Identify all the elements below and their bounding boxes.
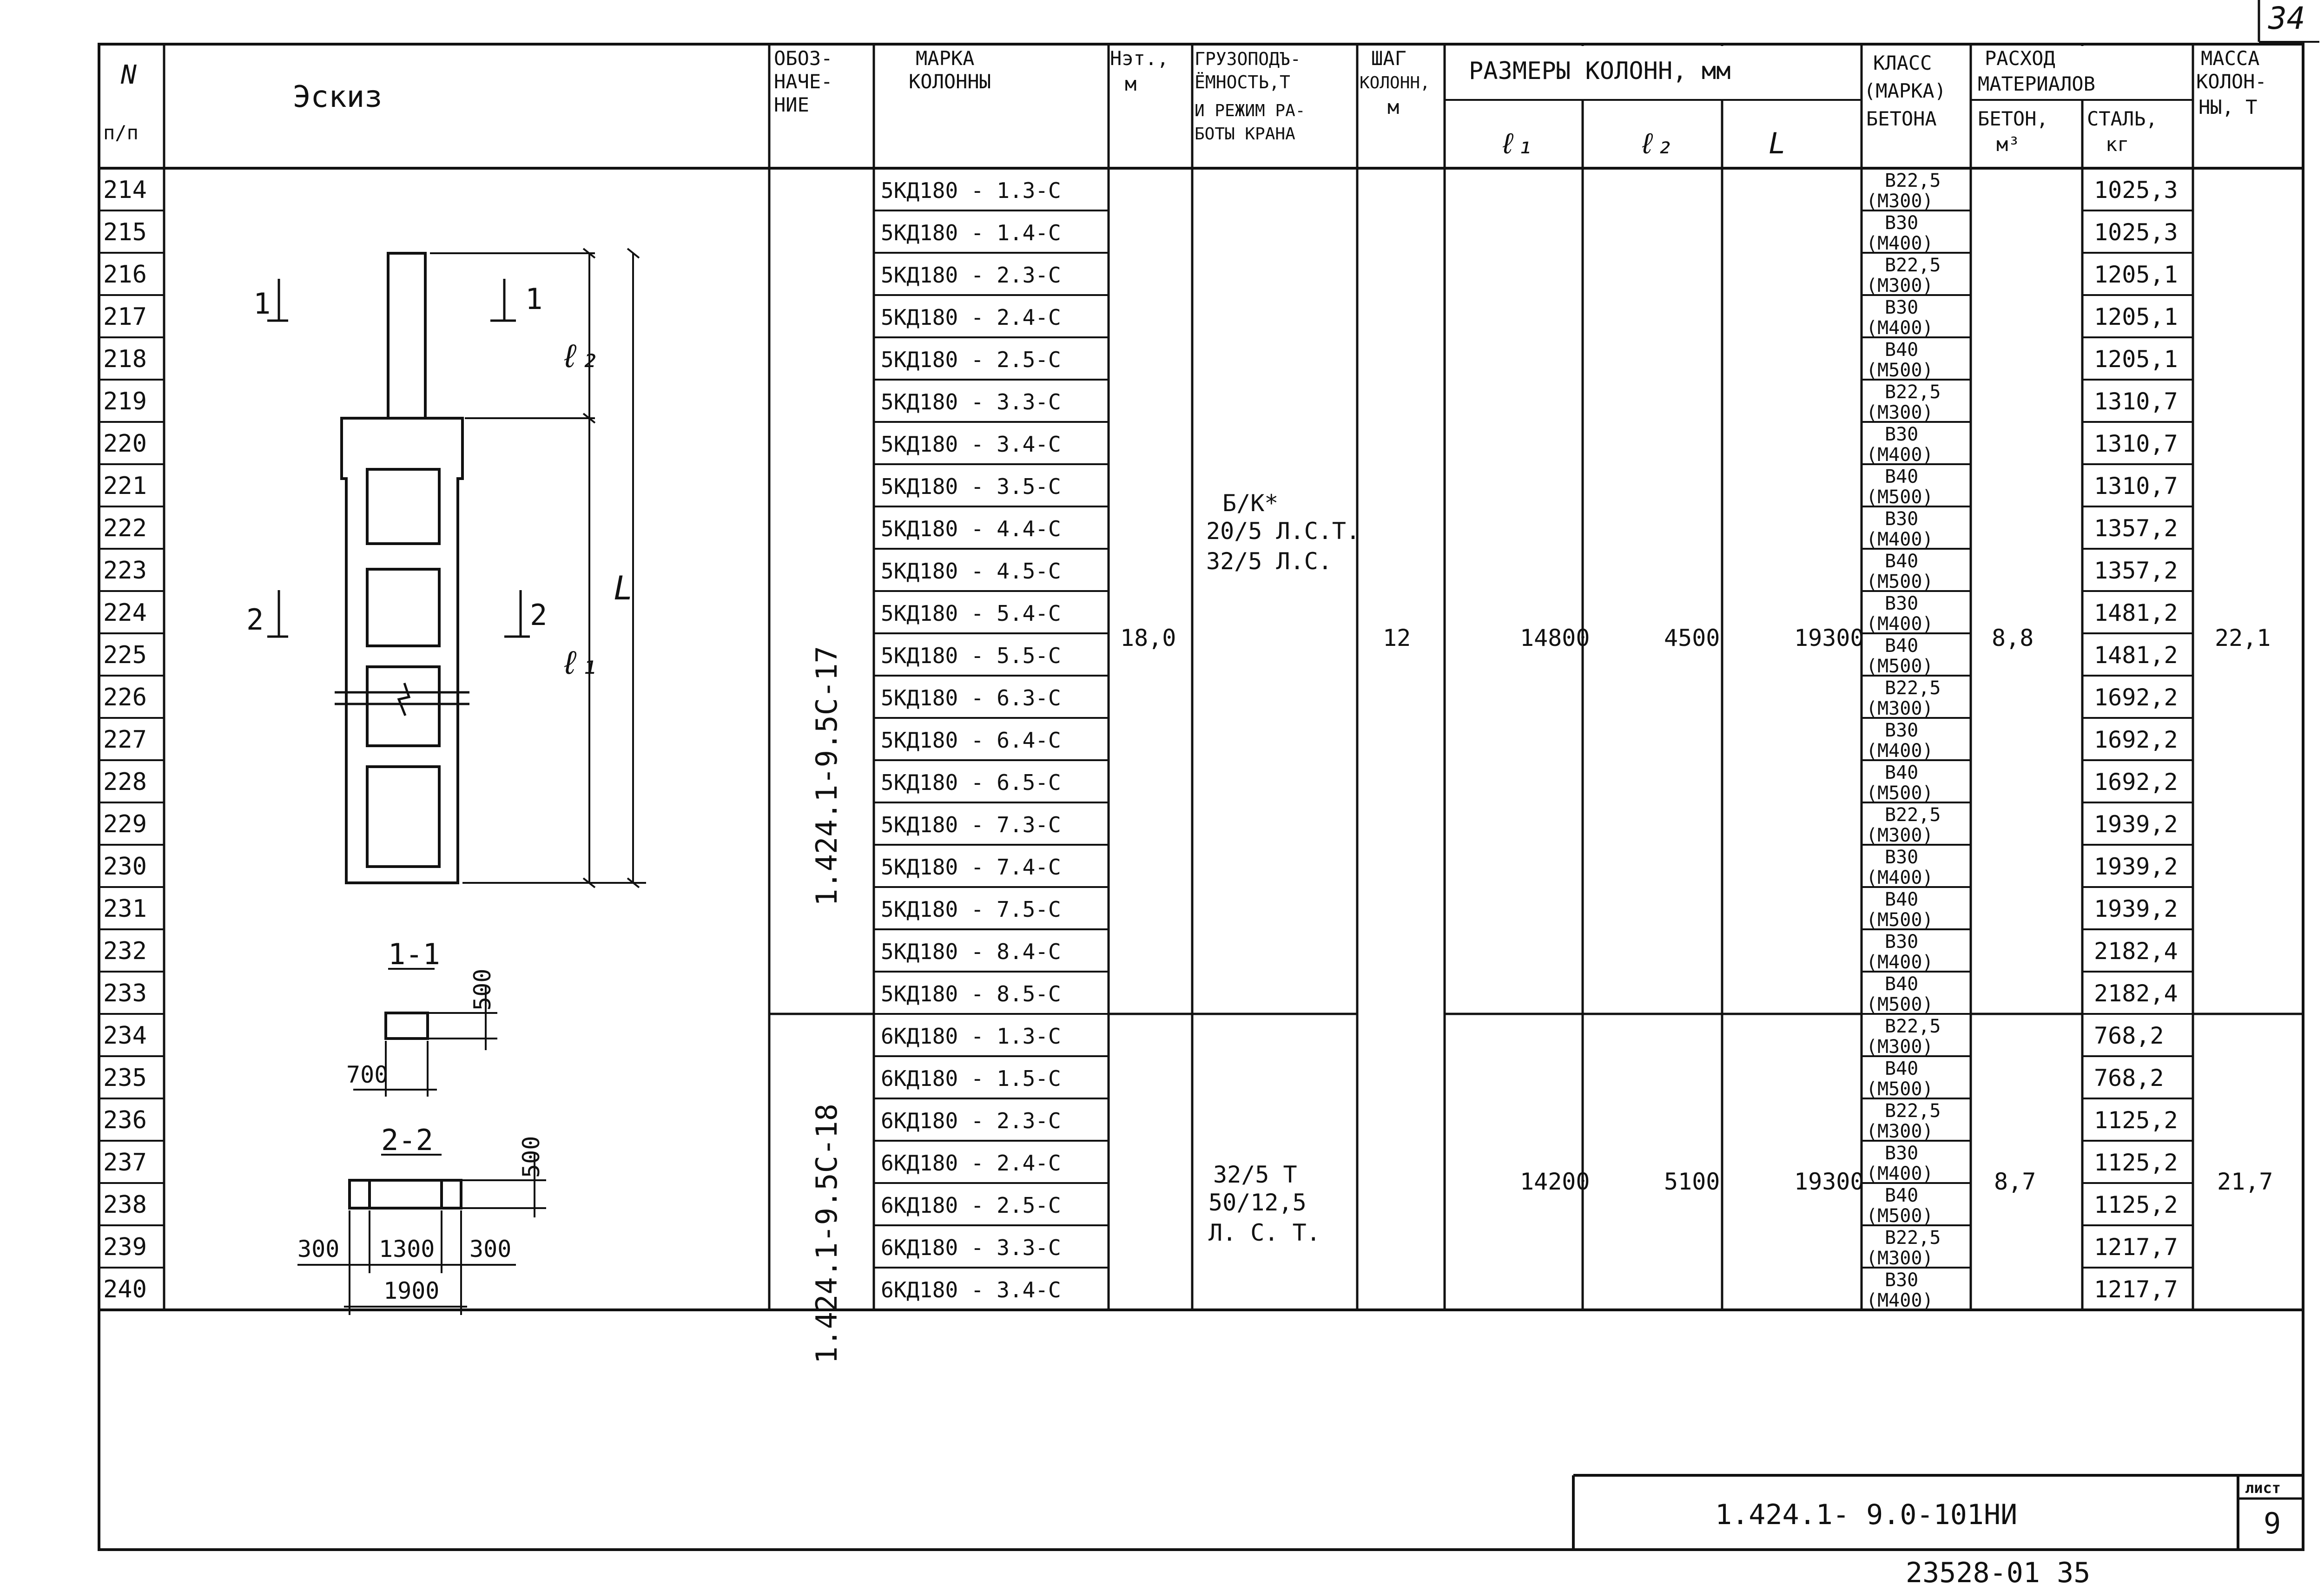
- column-mark: 5КД180 - 4.5-С: [881, 559, 1061, 584]
- group-2-concrete: 8,7: [1994, 1168, 2036, 1195]
- section1-height: 500: [469, 968, 496, 1011]
- steel-consumption: 2182,4: [2094, 938, 2178, 965]
- table-row: [103, 889, 2178, 931]
- concrete-grade: (М400): [1866, 444, 1934, 466]
- row-number: 220: [103, 430, 147, 458]
- concrete-class: В40: [1885, 339, 1919, 361]
- group-1-crane-2: 20/5 Л.С.Т.: [1206, 518, 1360, 545]
- column-mark: 5КД180 - 3.5-С: [881, 474, 1061, 499]
- header-mark-1: МАРКА: [916, 47, 975, 70]
- group-2-crane-1: 32/5 Т: [1213, 1161, 1297, 1188]
- row-number: 219: [103, 388, 147, 415]
- header-sketch: Эскиз: [293, 80, 383, 114]
- concrete-class: В30: [1885, 1269, 1919, 1291]
- steel-consumption: 1217,7: [2094, 1276, 2178, 1303]
- steel-consumption: 768,2: [2094, 1065, 2164, 1091]
- concrete-class: В40: [1885, 1058, 1919, 1079]
- row-number: 236: [103, 1106, 147, 1134]
- header-height-2: м: [1125, 72, 1137, 95]
- section1-mark-right: 1: [525, 282, 543, 316]
- concrete-grade: (М400): [1866, 529, 1934, 550]
- steel-consumption: 1025,3: [2094, 219, 2178, 246]
- column-mark: 5КД180 - 8.4-С: [881, 939, 1061, 964]
- header-concrete-vol-2: м³: [1996, 133, 2020, 156]
- concrete-class: В30: [1885, 1143, 1919, 1164]
- concrete-grade: (М300): [1866, 825, 1934, 846]
- concrete-grade: (М300): [1866, 191, 1934, 212]
- column-mark: 5КД180 - 5.5-С: [881, 643, 1061, 668]
- group-2-l1: 14200: [1520, 1168, 1590, 1195]
- footer-archive-code: 23528-01 35: [1906, 1557, 2091, 1589]
- column-mark: 6КД180 - 1.3-С: [881, 1024, 1061, 1049]
- section1-width: 700: [346, 1061, 389, 1088]
- section1-mark-left: 1: [253, 287, 271, 321]
- concrete-class: В22,5: [1885, 381, 1941, 403]
- sketch-dim-L: L: [614, 569, 634, 607]
- group-1-height: 18,0: [1120, 625, 1176, 651]
- concrete-grade: (М500): [1866, 656, 1934, 677]
- concrete-class: В22,5: [1885, 677, 1941, 699]
- table-row: [103, 424, 2178, 466]
- concrete-class: В40: [1885, 466, 1919, 487]
- header-crane-2: ЁМНОСТЬ,Т: [1195, 72, 1290, 92]
- stamp-sheet-label: лист: [2245, 1479, 2281, 1497]
- row-number: 223: [103, 557, 147, 585]
- section2-mark-left: 2: [246, 603, 264, 637]
- section2-d1: 300: [297, 1236, 340, 1262]
- table-header: [103, 47, 2267, 160]
- concrete-grade: (М400): [1866, 740, 1934, 762]
- table-row: [103, 762, 2178, 804]
- section2-title: 2-2: [381, 1123, 433, 1157]
- steel-consumption: 1205,1: [2094, 261, 2178, 288]
- row-number: 216: [103, 261, 147, 289]
- stamp-code: 1.424.1- 9.0-101НИ: [1715, 1499, 2018, 1531]
- column-mark: 5КД180 - 2.3-С: [881, 263, 1061, 288]
- concrete-grade: (М400): [1866, 317, 1934, 339]
- header-concrete-vol-1: БЕТОН,: [1978, 107, 2048, 130]
- row-number: 214: [103, 176, 147, 204]
- group-1-step: 12: [1383, 625, 1411, 651]
- group-2-mass: 21,7: [2217, 1168, 2273, 1195]
- steel-consumption: 1025,3: [2094, 177, 2178, 204]
- header-l1: ℓ₁: [1499, 126, 1534, 160]
- header-materials-1: РАСХОД: [1985, 47, 2055, 70]
- group-1-concrete: 8,8: [1992, 625, 2034, 651]
- section2-total: 1900: [383, 1277, 440, 1304]
- header-step-2: КОЛОНН,: [1360, 73, 1430, 92]
- column-mark: 6КД180 - 1.5-С: [881, 1066, 1061, 1091]
- header-crane-3: И РЕЖИМ РА-: [1195, 101, 1306, 120]
- row-number: 240: [103, 1275, 147, 1303]
- concrete-grade: (М500): [1866, 994, 1934, 1015]
- header-mass-3: НЫ, Т: [2199, 96, 2258, 118]
- table-grid: [99, 44, 2303, 1310]
- group-1-mass: 22,1: [2215, 625, 2271, 651]
- concrete-class: В30: [1885, 212, 1919, 234]
- concrete-grade: (М400): [1866, 233, 1934, 254]
- concrete-class: В30: [1885, 720, 1919, 741]
- row-number: 230: [103, 853, 147, 881]
- concrete-class: В30: [1885, 847, 1919, 868]
- concrete-class: В22,5: [1885, 1016, 1941, 1037]
- row-number: 225: [103, 641, 147, 669]
- row-number: 226: [103, 684, 147, 711]
- steel-consumption: 1310,7: [2094, 430, 2178, 457]
- header-class-2: (МАРКА): [1864, 79, 1947, 102]
- group-1-crane-1: Б/К*: [1222, 490, 1279, 517]
- table-row: [103, 170, 2178, 212]
- header-height-1: Нэт.,: [1110, 47, 1169, 70]
- steel-consumption: 1125,2: [2094, 1191, 2178, 1218]
- column-mark: 5КД180 - 1.4-С: [881, 220, 1061, 245]
- column-mark: 6КД180 - 2.3-С: [881, 1108, 1061, 1133]
- concrete-grade: (М300): [1866, 1121, 1934, 1142]
- steel-consumption: 1692,2: [2094, 684, 2178, 711]
- steel-consumption: 1310,7: [2094, 473, 2178, 500]
- table-row: [103, 973, 2178, 1015]
- steel-consumption: 1692,2: [2094, 769, 2178, 796]
- table-row: [103, 1016, 2164, 1058]
- concrete-grade: (М300): [1866, 402, 1934, 423]
- row-number: 227: [103, 726, 147, 754]
- table-row: [103, 1058, 2164, 1100]
- row-number: 235: [103, 1064, 147, 1092]
- steel-consumption: 1205,1: [2094, 303, 2178, 330]
- steel-consumption: 768,2: [2094, 1022, 2164, 1049]
- section2-height: 500: [518, 1136, 545, 1178]
- header-steel-1: СТАЛЬ,: [2087, 107, 2158, 130]
- header-mass-1: МАССА: [2201, 47, 2260, 70]
- header-designation-2: НАЧЕ-: [774, 70, 833, 93]
- column-mark: 5КД180 - 8.5-С: [881, 981, 1061, 1006]
- section1-title: 1-1: [388, 937, 440, 971]
- header-step-3: м: [1387, 96, 1400, 118]
- column-mark: 5КД180 - 6.3-С: [881, 685, 1061, 710]
- table-row: [103, 551, 2178, 592]
- header-designation-3: НИЕ: [774, 93, 809, 116]
- steel-consumption: 1205,1: [2094, 346, 2178, 373]
- header-L: L: [1769, 126, 1786, 160]
- table-row: [103, 255, 2178, 296]
- column-mark: 5КД180 - 2.5-С: [881, 347, 1061, 372]
- row-number: 238: [103, 1191, 147, 1219]
- group-1-l1: 14800: [1520, 625, 1590, 651]
- group-2-values: [810, 1104, 2273, 1364]
- row-number: 218: [103, 345, 147, 373]
- concrete-class: В30: [1885, 593, 1919, 614]
- sketch-dim-l1: ℓ₁: [560, 644, 600, 682]
- row-number: 215: [103, 218, 147, 246]
- sketch-dim-l2: ℓ₂: [560, 337, 600, 375]
- column-mark: 5КД180 - 2.4-С: [881, 305, 1061, 330]
- column-mark: 6КД180 - 2.5-С: [881, 1193, 1061, 1218]
- steel-consumption: 1939,2: [2094, 853, 2178, 880]
- column-mark: 6КД180 - 3.3-С: [881, 1235, 1061, 1260]
- column-mark: 6КД180 - 3.4-С: [881, 1277, 1061, 1302]
- row-number: 231: [103, 895, 147, 923]
- concrete-grade: (М500): [1866, 571, 1934, 592]
- concrete-grade: (М300): [1866, 1248, 1934, 1269]
- steel-consumption: 1217,7: [2094, 1234, 2178, 1261]
- column-mark: 5КД180 - 7.5-С: [881, 897, 1061, 922]
- row-number: 222: [103, 514, 147, 542]
- concrete-class: В22,5: [1885, 1100, 1941, 1122]
- concrete-class: В30: [1885, 297, 1919, 318]
- steel-consumption: 1481,2: [2094, 642, 2178, 669]
- concrete-class: В40: [1885, 551, 1919, 572]
- concrete-grade: (М400): [1866, 1290, 1934, 1311]
- concrete-grade: (М500): [1866, 1205, 1934, 1227]
- column-mark: 5КД180 - 7.3-С: [881, 812, 1061, 837]
- group-2-crane-3: Л. С. Т.: [1208, 1219, 1320, 1246]
- page-number: 34: [2268, 0, 2305, 36]
- header-num-1: N: [121, 60, 137, 90]
- concrete-class: В40: [1885, 1185, 1919, 1206]
- steel-consumption: 1310,7: [2094, 388, 2178, 415]
- column-mark: 5КД180 - 6.4-С: [881, 728, 1061, 753]
- table-row: [103, 212, 2178, 254]
- stamp-sheet-number: 9: [2264, 1506, 2281, 1540]
- concrete-class: В22,5: [1885, 255, 1941, 276]
- concrete-grade: (М400): [1866, 867, 1934, 888]
- header-crane-1: ГРУЗОПОДЪ-: [1195, 49, 1301, 69]
- group-2-designation: 1.424.1-9.5С-18: [810, 1104, 844, 1364]
- column-mark: 5КД180 - 6.5-С: [881, 770, 1061, 795]
- header-designation-1: ОБОЗ-: [774, 47, 833, 70]
- table-row: [103, 677, 2178, 719]
- steel-consumption: 1939,2: [2094, 895, 2178, 922]
- group-2-L: 19300: [1794, 1168, 1864, 1195]
- header-num-2: п/п: [103, 121, 139, 144]
- group-1-L: 19300: [1794, 625, 1864, 651]
- concrete-class: В22,5: [1885, 804, 1941, 826]
- header-sizes: РАЗМЕРЫ КОЛОНН, мм: [1469, 57, 1731, 85]
- concrete-grade: (М500): [1866, 1078, 1934, 1100]
- concrete-grade: (М500): [1866, 909, 1934, 931]
- concrete-class: В30: [1885, 424, 1919, 445]
- row-number: 229: [103, 810, 147, 838]
- header-mark-2: КОЛОННЫ: [909, 70, 991, 93]
- sheet-frame: [99, 44, 2303, 1550]
- steel-consumption: 1939,2: [2094, 811, 2178, 838]
- row-number: 221: [103, 472, 147, 500]
- column-mark: 5КД180 - 3.4-С: [881, 432, 1061, 457]
- concrete-grade: (М400): [1866, 1163, 1934, 1184]
- concrete-class: В22,5: [1885, 170, 1941, 191]
- group-2-l2: 5100: [1664, 1168, 1720, 1195]
- steel-consumption: 1357,2: [2094, 557, 2178, 584]
- header-class-3: БЕТОНА: [1866, 107, 1937, 130]
- column-sketch: [267, 249, 646, 1315]
- row-number: 234: [103, 1022, 147, 1050]
- row-number: 228: [103, 768, 147, 796]
- concrete-grade: (М500): [1866, 360, 1934, 381]
- concrete-grade: (М400): [1866, 952, 1934, 973]
- section2-mark-right: 2: [530, 598, 548, 632]
- header-steel-2: кг: [2106, 133, 2129, 156]
- table-row: [103, 339, 2178, 381]
- concrete-class: В30: [1885, 508, 1919, 530]
- concrete-grade: (М400): [1866, 613, 1934, 635]
- section2-d2: 1300: [379, 1236, 435, 1262]
- group-2-crane-2: 50/12,5: [1208, 1189, 1307, 1216]
- group-1-l2: 4500: [1664, 625, 1720, 651]
- steel-consumption: 1125,2: [2094, 1107, 2178, 1134]
- concrete-class: В22,5: [1885, 1227, 1941, 1249]
- concrete-class: В40: [1885, 635, 1919, 657]
- header-materials-2: МАТЕРИАЛОВ: [1978, 72, 2095, 95]
- table-row: [103, 804, 2178, 846]
- steel-consumption: 1692,2: [2094, 726, 2178, 753]
- column-mark: 6КД180 - 2.4-С: [881, 1151, 1061, 1176]
- table-row: [103, 466, 2178, 508]
- group-1-crane-3: 32/5 Л.С.: [1206, 548, 1332, 575]
- concrete-grade: (М500): [1866, 782, 1934, 804]
- row-number: 217: [103, 303, 147, 331]
- concrete-grade: (М500): [1866, 487, 1934, 508]
- concrete-grade: (М300): [1866, 275, 1934, 296]
- concrete-class: В40: [1885, 889, 1919, 910]
- header-mass-2: КОЛОН-: [2196, 70, 2267, 93]
- concrete-class: В40: [1885, 762, 1919, 783]
- concrete-class: В40: [1885, 973, 1919, 995]
- header-crane-4: БОТЫ КРАНА: [1195, 125, 1295, 144]
- row-number: 224: [103, 599, 147, 627]
- concrete-class: В30: [1885, 931, 1919, 953]
- section2-d3: 300: [469, 1236, 512, 1262]
- column-mark: 5КД180 - 4.4-С: [881, 516, 1061, 541]
- column-mark: 5КД180 - 7.4-С: [881, 855, 1061, 880]
- column-mark: 5КД180 - 5.4-С: [881, 601, 1061, 626]
- table-row: [103, 1185, 2178, 1227]
- row-number: 232: [103, 937, 147, 965]
- header-step-1: ШАГ: [1371, 47, 1406, 70]
- steel-consumption: 1125,2: [2094, 1149, 2178, 1176]
- concrete-grade: (М300): [1866, 698, 1934, 719]
- concrete-grade: (М300): [1866, 1036, 1934, 1058]
- group-1-designation: 1.424.1-9.5С-17: [810, 646, 844, 906]
- steel-consumption: 1481,2: [2094, 599, 2178, 626]
- header-l2: ℓ₂: [1638, 126, 1673, 160]
- steel-consumption: 1357,2: [2094, 515, 2178, 542]
- table-row: [103, 297, 2178, 339]
- header-class-1: КЛАСС: [1873, 52, 1932, 74]
- column-mark: 5КД180 - 3.3-С: [881, 389, 1061, 414]
- row-number: 237: [103, 1149, 147, 1177]
- steel-consumption: 2182,4: [2094, 980, 2178, 1007]
- table-row: [103, 720, 2178, 762]
- row-number: 239: [103, 1233, 147, 1261]
- row-number: 233: [103, 980, 147, 1007]
- column-mark: 5КД180 - 1.3-С: [881, 178, 1061, 203]
